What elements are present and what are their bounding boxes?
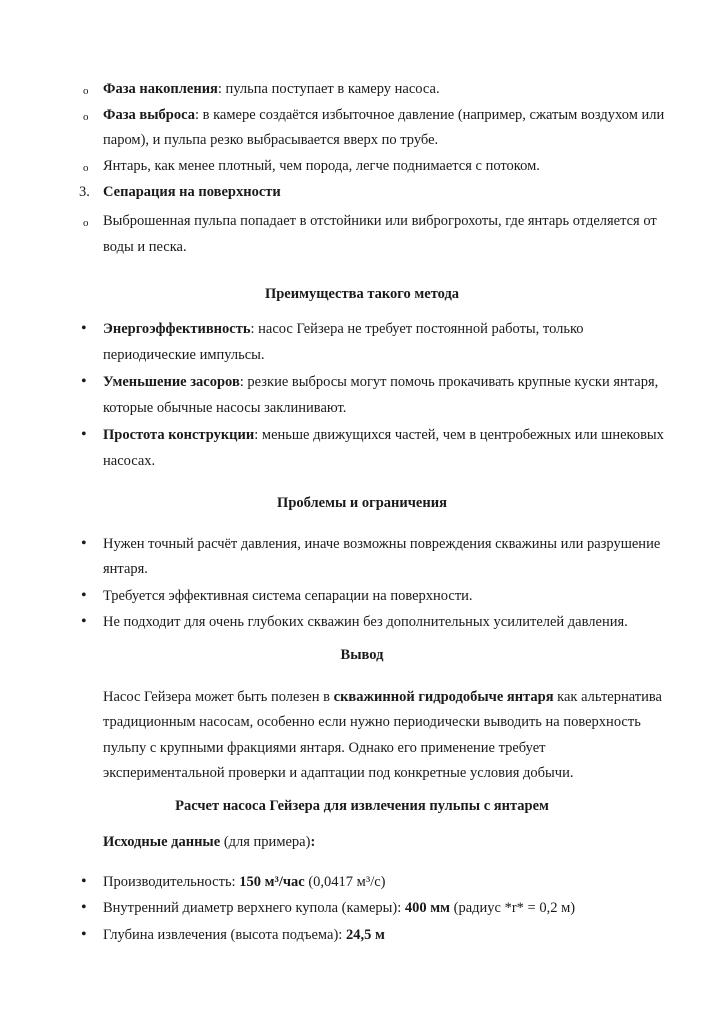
paragraph-line [103,688,662,706]
item-term: Фаза накопления [103,81,218,97]
section-heading: Проблемы и ограничения [277,495,447,511]
item-text: : насос Гейзера не требует постоянной работы, только [250,321,584,337]
bullet-marker: • [81,899,87,916]
stage-title [103,183,281,201]
input-data-label [103,833,315,851]
list-item: Нужен точный расчёт давления, иначе возможны повреждения скважины или разрушение [103,536,661,552]
input-data-colon: : [310,834,316,850]
section-heading: Вывод [340,647,384,663]
paragraph-line: экспериментальной проверки и адаптации под конкретные условия добычи. [103,765,574,781]
bullet-marker: • [81,873,87,890]
list-item-continuation: насосах. [103,453,156,469]
paragraph-text: Насос Гейзера может быть полезен в [103,689,334,705]
item-text: : резкие выбросы могут помочь прокачивать крупные куски янтаря, [239,374,659,390]
sub-bullet-marker: o [83,162,89,174]
list-item [103,873,386,891]
input-data-title: Исходные данные [103,834,221,850]
list-item: Требуется эффективная система сепарации на поверхности. [103,588,473,604]
item-term: Энергоэффективность [103,321,251,337]
bullet-marker: • [81,926,87,943]
list-number: 3. [79,184,90,200]
bullet-marker: • [81,426,87,443]
item-value: 24,5 м [345,927,385,943]
list-item: Выброшенная пульпа попадает в отстойники или виброгрохоты, где янтарь отделяется от [103,213,657,229]
bullet-marker: • [81,613,87,630]
list-item: Не подходит для очень глубоких скважин без дополнительных усилителей давления. [103,614,628,630]
item-term: Простота конструкции [103,427,255,443]
section-heading: Расчет насоса Гейзера для извлечения пульпы с янтарем [175,798,549,814]
bullet-marker: • [81,587,87,604]
item-value: 150 м³/час [239,874,305,890]
list-item [103,426,664,444]
item-text: : пульпа поступает в камеру насоса. [217,81,440,97]
bullet-marker: • [81,320,87,337]
item-text: Производительность: [103,874,240,890]
item-text: (радиус *r* = 0,2 м) [450,900,576,916]
bullet-marker: • [81,373,87,390]
item-text: Внутренний диаметр верхнего купола (камеры): [103,900,405,916]
list-item [103,926,385,944]
sub-bullet-marker: o [83,85,89,97]
list-item [103,373,658,391]
input-data-note: (для примера) [220,834,311,850]
item-text: : меньше движущихся частей, чем в центробежных или шнековых [254,427,664,443]
item-text: (0,0417 м³/с) [304,874,386,890]
bullet-marker: • [81,535,87,552]
list-item-continuation: которые обычные насосы заклинивают. [103,400,347,416]
item-text: : в камере создаётся избыточное давление (например, сжатым воздухом или [194,107,665,123]
paragraph-bold-term: скважинной гидродобыче янтаря [333,689,554,705]
list-item-continuation: воды и песка. [103,239,187,255]
paragraph-line: традиционным насосам, особенно если нужно периодически выводить на поверхность [103,714,641,730]
list-item: Янтарь, как менее плотный, чем порода, легче поднимается с потоком. [103,158,540,174]
paragraph-line: пульпу с крупными фракциями янтаря. Однако его применение требует [103,740,546,756]
sub-bullet-marker: o [83,111,89,123]
paragraph-text: как альтернатива [553,689,662,705]
section-heading: Преимущества такого метода [264,286,460,302]
list-item [103,899,575,917]
item-text: Глубина извлечения (высота подъема): [103,927,346,943]
item-value: 400 мм [404,900,450,916]
list-item [103,320,584,338]
list-item-continuation: периодические импульсы. [103,347,265,363]
stage-title-text: Сепарация на поверхности [103,184,281,200]
list-item [103,80,440,98]
list-item-continuation: янтаря. [103,561,148,577]
list-item-continuation: паром), и пульпа резко выбрасывается вверх по трубе. [103,132,439,148]
sub-bullet-marker: o [83,217,89,229]
list-item [103,106,664,124]
item-term: Фаза выброса [103,107,195,123]
item-term: Уменьшение засоров [103,374,240,390]
